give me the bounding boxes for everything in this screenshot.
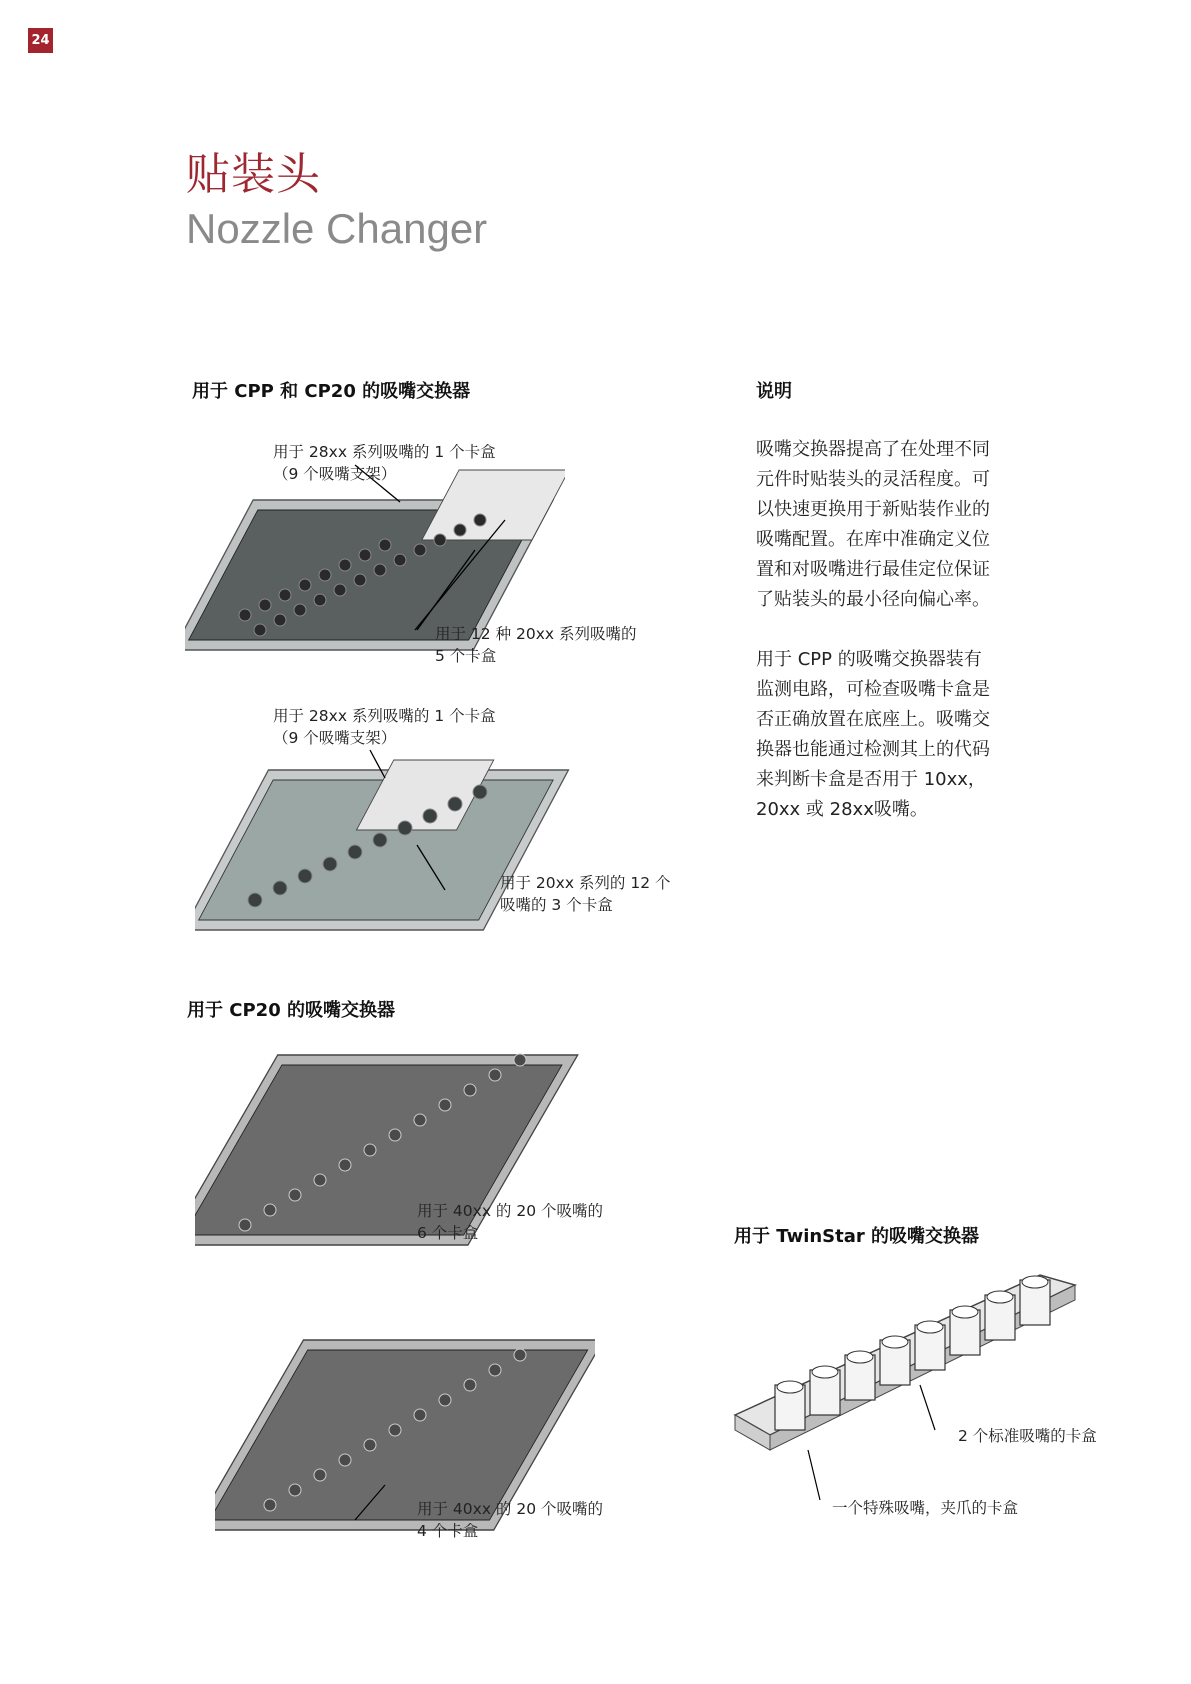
description-paragraph-1 bbox=[756, 435, 1021, 615]
caption-line: （9 个吸嘴支架） bbox=[273, 729, 397, 747]
caption-line: （9 个吸嘴支架） bbox=[273, 465, 397, 483]
description-line: 换器也能通过检测其上的代码 bbox=[756, 739, 990, 760]
caption-t2: 一个特殊吸嘴，夹爪的卡盒 bbox=[832, 1499, 1019, 1517]
description-line: 用于 CPP 的吸嘴交换器装有 bbox=[756, 649, 982, 670]
caption-c1 bbox=[417, 1200, 603, 1244]
caption-line: 用于 28xx 系列吸嘴的 1 个卡盒 bbox=[273, 707, 496, 725]
caption-line: 6 个卡盒 bbox=[417, 1224, 479, 1242]
description-paragraph-2 bbox=[756, 645, 1021, 825]
section-heading-cpp-cp20: 用于 CPP 和 CP20 的吸嘴交换器 bbox=[192, 381, 471, 402]
description-line: 吸嘴交换器提高了在处理不同 bbox=[756, 439, 990, 460]
page-number: 24 bbox=[28, 28, 53, 53]
page-title: 贴装头 bbox=[186, 149, 321, 200]
caption-line: 用于 40xx 的 20 个吸嘴的 bbox=[417, 1202, 604, 1220]
nozzle-changer-cpp-illustration-2 bbox=[195, 720, 575, 960]
nozzle-changer-twinstar-illustration bbox=[730, 1255, 1120, 1505]
caption-line: 用于 28xx 系列吸嘴的 1 个卡盒 bbox=[273, 443, 496, 461]
caption-line: 吸嘴的 3 个卡盒 bbox=[500, 896, 613, 914]
section-heading-cp20: 用于 CP20 的吸嘴交换器 bbox=[187, 1000, 395, 1021]
description-line: 吸嘴配置。在库中准确定义位 bbox=[756, 529, 990, 550]
description-line: 监测电路，可检查吸嘴卡盒是 bbox=[756, 679, 990, 700]
caption-b1 bbox=[273, 705, 496, 749]
description-line: 元件时贴装头的灵活程度。可 bbox=[756, 469, 990, 490]
caption-c2 bbox=[417, 1498, 603, 1542]
description-line: 来判断卡盒是否用于 10xx， bbox=[756, 769, 986, 790]
description-line: 20xx 或 28xx吸嘴。 bbox=[756, 799, 928, 820]
caption-line: 用于 20xx 系列的 12 个 bbox=[500, 874, 671, 892]
description-line: 否正确放置在底座上。吸嘴交 bbox=[756, 709, 990, 730]
caption-t1: 2 个标准吸嘴的卡盒 bbox=[958, 1427, 1097, 1445]
caption-b2 bbox=[500, 872, 671, 916]
description-line: 了贴装头的最小径向偏心率。 bbox=[756, 589, 990, 610]
caption-line: 用于 40xx 的 20 个吸嘴的 bbox=[417, 1500, 604, 1518]
caption-a1 bbox=[273, 441, 496, 485]
caption-a2 bbox=[435, 623, 637, 667]
description-line: 以快速更换用于新贴装作业的 bbox=[756, 499, 990, 520]
caption-line: 4 个卡盒 bbox=[417, 1522, 479, 1540]
nozzle-changer-cp20-illustration-1 bbox=[195, 1025, 585, 1285]
section-heading-description: 说明 bbox=[756, 381, 792, 402]
caption-line: 5 个卡盒 bbox=[435, 647, 497, 665]
page-subtitle: Nozzle Changer bbox=[186, 205, 488, 252]
caption-line: 用于 12 种 20xx 系列吸嘴的 bbox=[435, 625, 637, 643]
description-line: 置和对吸嘴进行最佳定位保证 bbox=[756, 559, 990, 580]
section-heading-twinstar: 用于 TwinStar 的吸嘴交换器 bbox=[734, 1226, 980, 1247]
